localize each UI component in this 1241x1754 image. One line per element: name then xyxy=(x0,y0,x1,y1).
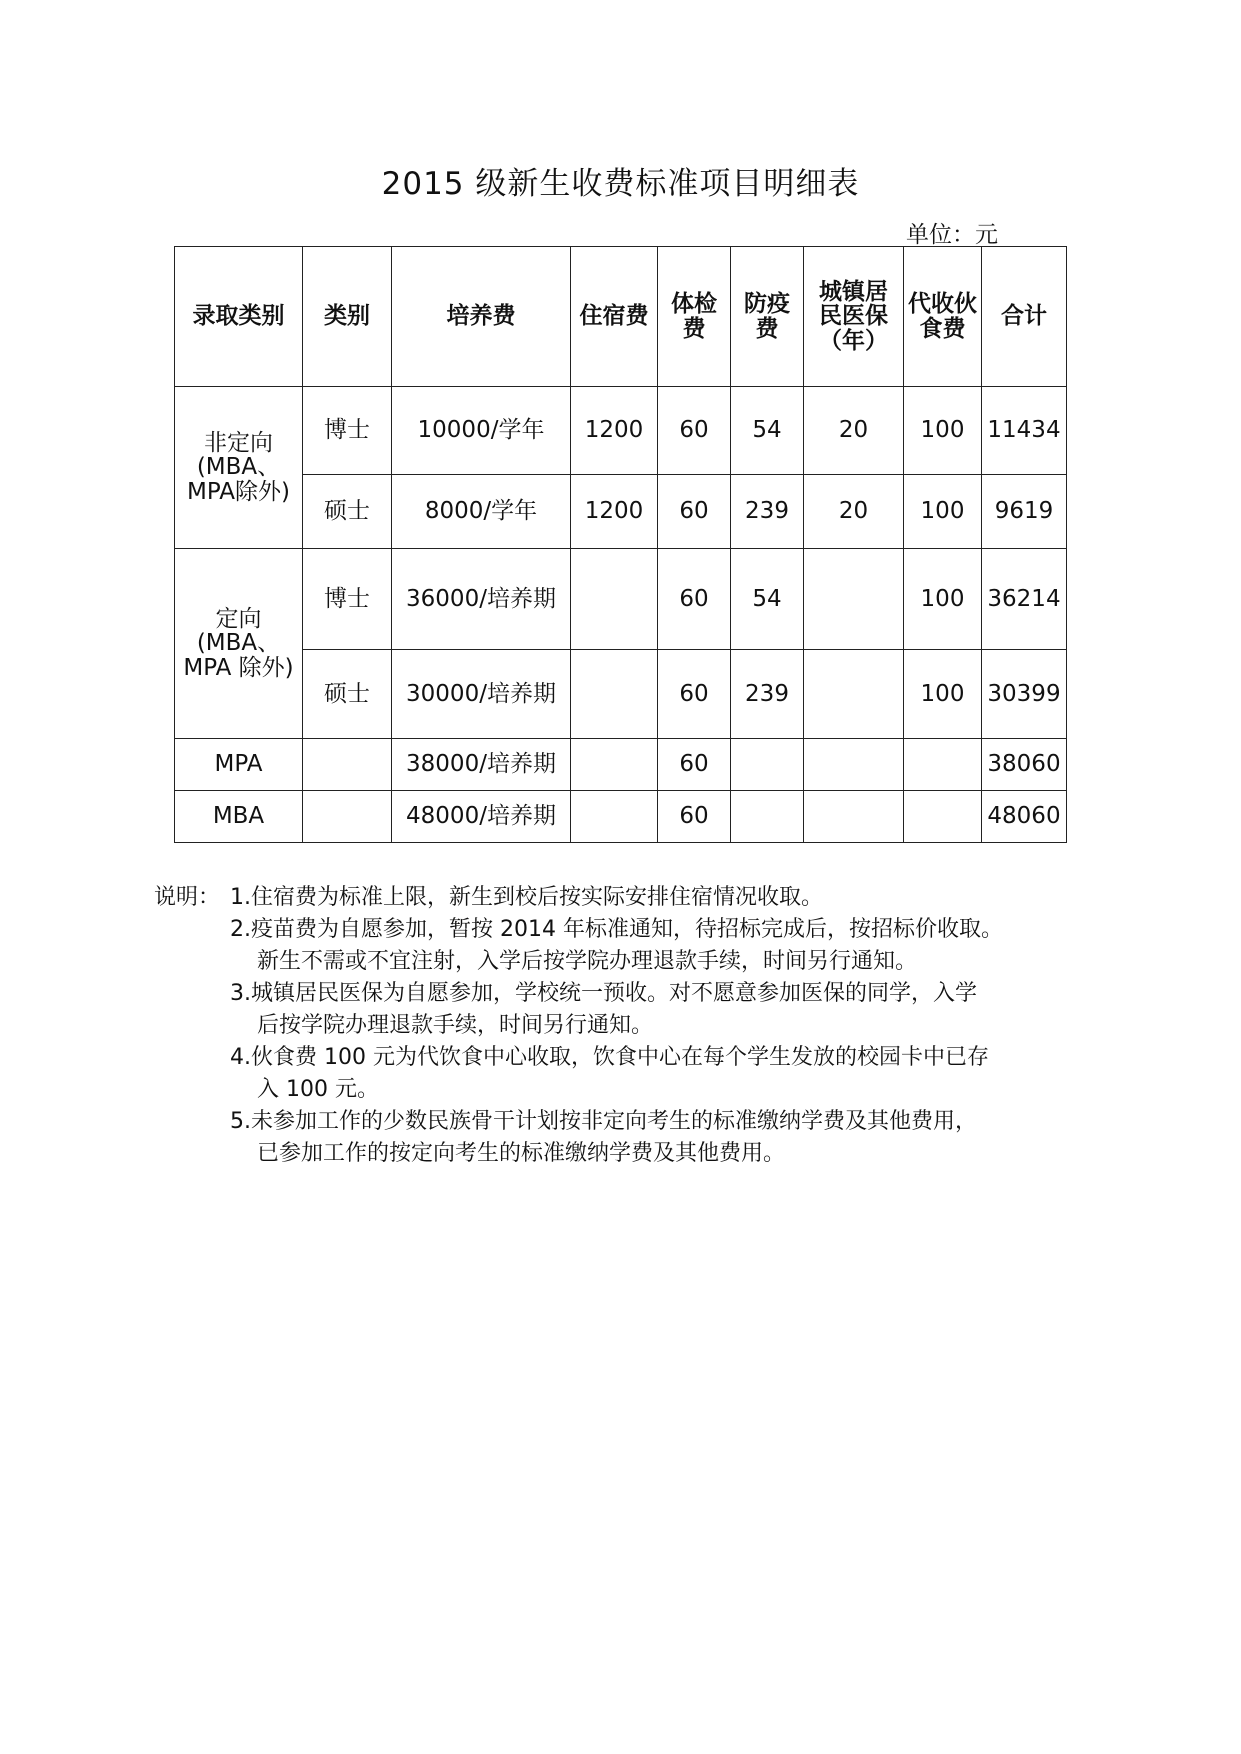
tuition-cell: 38000/培养期 xyxy=(392,739,571,791)
tuition-cell: 30000/培养期 xyxy=(392,650,571,739)
total-cell: 36214 xyxy=(982,549,1067,650)
accommodation-cell xyxy=(571,739,658,791)
note-line: 5.未参加工作的少数民族骨干计划按非定向考生的标准缴纳学费及其他费用， xyxy=(230,1109,977,1134)
category-cell: 博士 xyxy=(303,387,392,475)
total-cell: 11434 xyxy=(982,387,1067,475)
table-row xyxy=(175,387,1067,475)
fee-table xyxy=(174,246,1067,843)
total-cell: 48060 xyxy=(982,791,1067,843)
header-admission-type: 录取类别 xyxy=(175,247,303,387)
accommodation-cell xyxy=(571,791,658,843)
medical-exam-cell: 60 xyxy=(658,791,731,843)
medical-insurance-cell: 20 xyxy=(804,475,904,549)
category-cell xyxy=(303,791,392,843)
note-line: 4.伙食费 100 元为代饮食中心收取，饮食中心在每个学生发放的校园卡中已存 xyxy=(230,1045,989,1070)
meal-fee-cell: 100 xyxy=(904,387,982,475)
unit-label: 单位：元 xyxy=(906,222,998,248)
note-line: 新生不需或不宜注射，入学后按学院办理退款手续，时间另行通知。 xyxy=(257,949,918,974)
meal-fee-cell: 100 xyxy=(904,549,982,650)
vaccine-cell: 54 xyxy=(731,549,804,650)
medical-exam-cell: 60 xyxy=(658,387,731,475)
accommodation-cell xyxy=(571,650,658,739)
table-row xyxy=(175,791,1067,843)
vaccine-cell xyxy=(731,739,804,791)
admission-type-cell: MPA xyxy=(175,739,303,791)
note-line: 1.住宿费为标准上限，新生到校后按实际安排住宿情况收取。 xyxy=(230,885,823,910)
header-vaccine: 防疫费 xyxy=(731,247,804,387)
note-line: 后按学院办理退款手续，时间另行通知。 xyxy=(257,1013,654,1038)
meal-fee-cell: 100 xyxy=(904,475,982,549)
category-cell: 硕士 xyxy=(303,475,392,549)
medical-exam-cell: 60 xyxy=(658,650,731,739)
tuition-cell: 10000/学年 xyxy=(392,387,571,475)
medical-insurance-cell xyxy=(804,549,904,650)
meal-fee-cell xyxy=(904,739,982,791)
note-line: 已参加工作的按定向考生的标准缴纳学费及其他费用。 xyxy=(257,1141,786,1166)
admission-type-cell: 非定向(MBA、MPA除外) xyxy=(175,387,303,549)
table-header-row xyxy=(175,247,1067,387)
medical-exam-cell: 60 xyxy=(658,475,731,549)
admission-type-cell: 定向(MBA、MPA 除外) xyxy=(175,549,303,739)
header-accommodation: 住宿费 xyxy=(571,247,658,387)
category-cell: 博士 xyxy=(303,549,392,650)
table-row xyxy=(175,739,1067,791)
meal-fee-cell: 100 xyxy=(904,650,982,739)
accommodation-cell xyxy=(571,549,658,650)
meal-fee-cell xyxy=(904,791,982,843)
notes-prefix: 说明： xyxy=(154,885,221,910)
note-line: 2.疫苗费为自愿参加，暂按 2014 年标准通知，待招标完成后，按招标价收取。 xyxy=(230,917,1003,942)
header-tuition: 培养费 xyxy=(392,247,571,387)
total-cell: 38060 xyxy=(982,739,1067,791)
vaccine-cell: 239 xyxy=(731,650,804,739)
total-cell: 9619 xyxy=(982,475,1067,549)
note-item xyxy=(154,978,1114,1042)
page-title: 2015 级新生收费标准项目明细表 xyxy=(381,166,860,202)
note-item xyxy=(154,914,1114,978)
vaccine-cell: 239 xyxy=(731,475,804,549)
accommodation-cell: 1200 xyxy=(571,475,658,549)
notes-section xyxy=(154,882,1114,1170)
medical-insurance-cell xyxy=(804,650,904,739)
header-meal-fee: 代收伙食费 xyxy=(904,247,982,387)
tuition-cell: 36000/培养期 xyxy=(392,549,571,650)
note-item xyxy=(154,1106,1114,1170)
table-row xyxy=(175,549,1067,650)
tuition-cell: 48000/培养期 xyxy=(392,791,571,843)
category-cell: 硕士 xyxy=(303,650,392,739)
note-item xyxy=(154,882,1114,914)
table-row xyxy=(175,650,1067,739)
header-medical-insurance: 城镇居民医保（年） xyxy=(804,247,904,387)
note-line: 入 100 元。 xyxy=(257,1077,379,1102)
medical-insurance-cell xyxy=(804,791,904,843)
header-total: 合计 xyxy=(982,247,1067,387)
medical-insurance-cell: 20 xyxy=(804,387,904,475)
medical-insurance-cell xyxy=(804,739,904,791)
vaccine-cell: 54 xyxy=(731,387,804,475)
header-category: 类别 xyxy=(303,247,392,387)
medical-exam-cell: 60 xyxy=(658,739,731,791)
total-cell: 30399 xyxy=(982,650,1067,739)
category-cell xyxy=(303,739,392,791)
accommodation-cell: 1200 xyxy=(571,387,658,475)
vaccine-cell xyxy=(731,791,804,843)
medical-exam-cell: 60 xyxy=(658,549,731,650)
note-line: 3.城镇居民医保为自愿参加，学校统一预收。对不愿意参加医保的同学，入学 xyxy=(230,981,977,1006)
tuition-cell: 8000/学年 xyxy=(392,475,571,549)
note-item xyxy=(154,1042,1114,1106)
admission-type-cell: MBA xyxy=(175,791,303,843)
table-row xyxy=(175,475,1067,549)
header-medical-exam: 体检费 xyxy=(658,247,731,387)
